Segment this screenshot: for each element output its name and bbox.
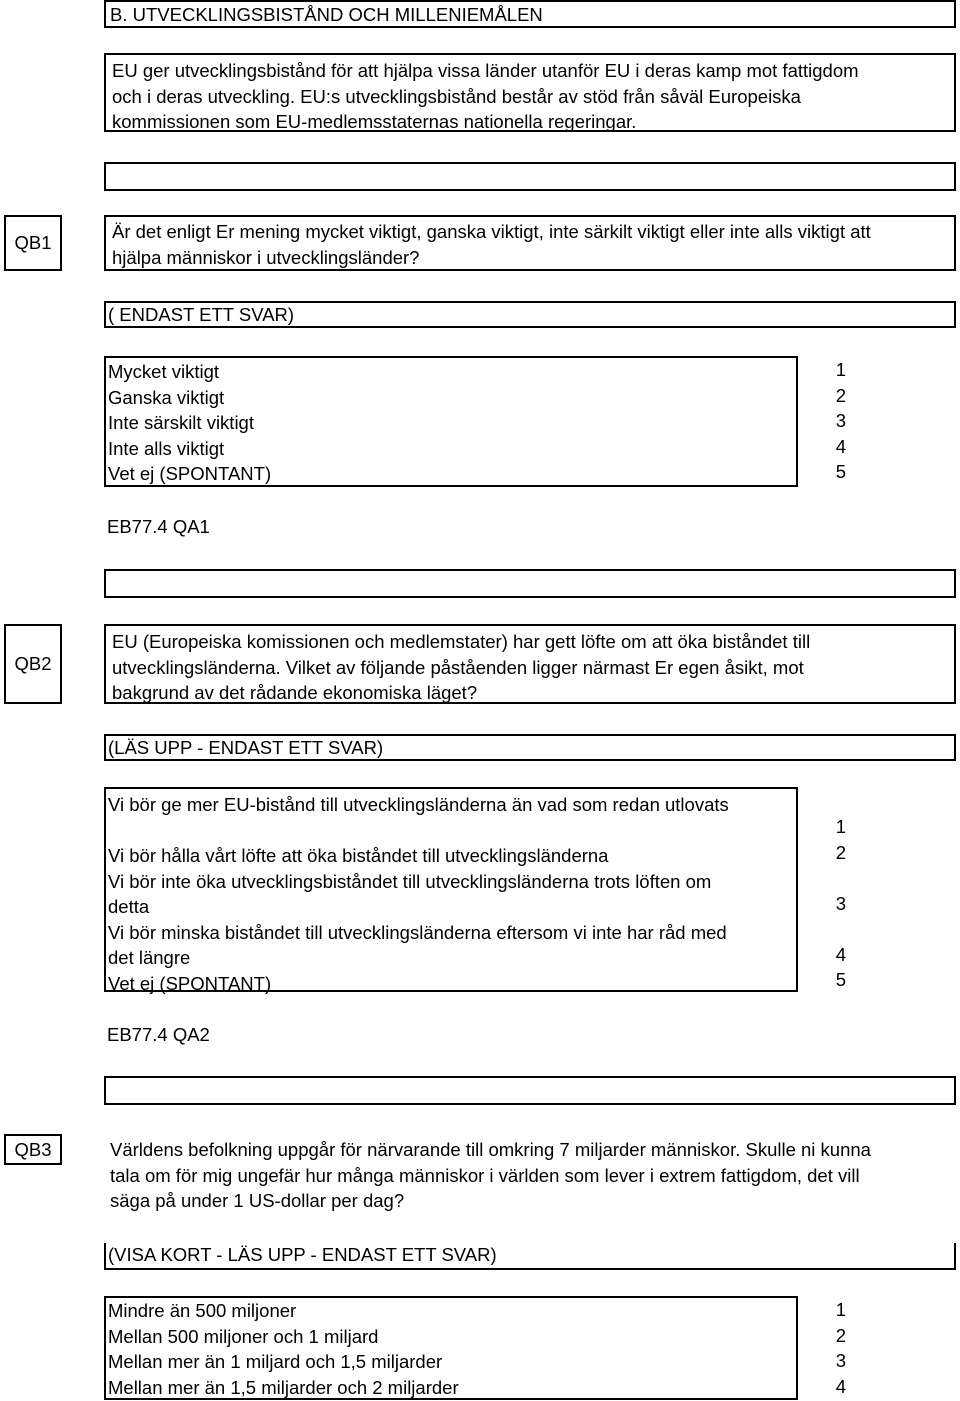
question-code: QB3 [14, 1138, 52, 1160]
question-line: Världens befolkning uppgår för närvarande till omkring 7 miljarder människor. Skulle ni kunna [110, 1139, 871, 1160]
option-code: 3 [835, 410, 846, 431]
instruction: (LÄS UPP - ENDAST ETT SVAR) [108, 737, 384, 758]
instruction-box [104, 301, 956, 328]
option-spacer [800, 865, 846, 891]
options-box [104, 1296, 798, 1400]
option-label: Vi bör minska biståndet till utvecklingsländerna eftersom vi inte har råd med [108, 921, 727, 943]
option-label: Ganska viktigt [108, 386, 225, 408]
options-box [104, 787, 798, 992]
option-label: Mellan 500 miljoner och 1 miljard [108, 1325, 379, 1347]
source-reference: EB77.4 QA2 [107, 1024, 210, 1045]
intro-box [104, 53, 956, 132]
option-code: 4 [835, 435, 846, 457]
option-label: Vi bör ge mer EU-bistånd till utvecklingsländerna än vad som redan utlovats [108, 794, 729, 815]
option-code: 5 [835, 461, 846, 482]
option-code: 1 [835, 816, 846, 837]
question-code-box [4, 624, 62, 704]
option-label: Vi bör inte öka utvecklingsbiståndet till utvecklingsländerna trots löften om [108, 870, 712, 892]
intro-line: kommissionen som EU-medlemsstaternas nationella regeringar. [112, 111, 637, 132]
question-line: säga på under 1 US-dollar per dag? [110, 1190, 405, 1211]
option-label: Vet ej (SPONTANT) [108, 463, 272, 484]
option-codes [800, 357, 846, 485]
question-line: EU (Europeiska komissionen och medlemstater) har gett löfte om att öka biståndet till [112, 631, 811, 652]
source-reference: EB77.4 QA1 [107, 516, 210, 537]
question-box [104, 215, 956, 271]
option-code: 2 [835, 1324, 846, 1346]
option-codes [800, 1297, 846, 1399]
instruction: ( ENDAST ETT SVAR) [108, 304, 295, 325]
blank-field [104, 162, 956, 191]
options-box [104, 356, 798, 487]
option-label: Mellan mer än 1 miljard och 1,5 miljarder [108, 1351, 443, 1372]
instruction-box [104, 734, 956, 761]
option-code: 1 [835, 1299, 846, 1320]
option-codes [800, 814, 846, 993]
option-code: 5 [835, 969, 846, 990]
option-code: 2 [835, 384, 846, 406]
option-code: 3 [835, 892, 846, 914]
intro-line: och i deras utveckling. EU:s utvecklingsbistånd består av stöd från såväl Europeiska [112, 85, 801, 107]
option-label: Mellan mer än 1,5 miljarder och 2 miljarder [108, 1376, 459, 1398]
question-line: tala om för mig ungefär hur många människor i världen som lever i extrem fattigdom, det vill [110, 1164, 860, 1186]
option-code: 2 [835, 841, 846, 863]
blank-field [104, 1076, 956, 1105]
option-code: 4 [835, 943, 846, 965]
question-line: Är det enligt Er mening mycket viktigt, ganska viktigt, inte särkilt viktigt eller inte alls viktigt att [112, 221, 871, 242]
option-label: Vet ej (SPONTANT) [108, 972, 272, 994]
question-box [104, 1134, 956, 1214]
option-label: Inte alls viktigt [108, 437, 225, 459]
option-label [106, 818, 796, 844]
option-spacer [800, 916, 846, 942]
section-title-box [104, 0, 956, 28]
option-label: detta [108, 896, 150, 917]
question-box [104, 624, 956, 704]
section-title: B. UTVECKLINGSBISTÅND OCH MILLENIEMÅLEN [110, 4, 543, 25]
option-code: 1 [835, 359, 846, 380]
option-label: det längre [108, 947, 191, 968]
instruction: (VISA KORT - LÄS UPP - ENDAST ETT SVAR) [108, 1244, 497, 1265]
option-code: 3 [835, 1350, 846, 1371]
question-code: QB1 [14, 232, 52, 253]
question-line: bakgrund av det rådande ekonomiska läget? [112, 682, 478, 703]
question-line: hjälpa människor i utvecklingsländer? [112, 246, 420, 268]
blank-field [104, 569, 956, 598]
option-code: 4 [835, 1375, 846, 1397]
question-code-box [4, 215, 62, 271]
option-label: Vi bör hålla vårt löfte att öka biståndet till utvecklingsländerna [108, 845, 609, 866]
question-code-box [4, 1134, 62, 1165]
option-label: Inte särskilt viktigt [108, 412, 254, 433]
instruction-box [104, 1243, 956, 1270]
question-code: QB2 [14, 653, 52, 674]
option-label: Mycket viktigt [108, 361, 220, 382]
option-label: Mindre än 500 miljoner [108, 1300, 297, 1321]
intro-line: EU ger utvecklingsbistånd för att hjälpa vissa länder utanför EU i deras kamp mot fattigdom [112, 60, 859, 81]
question-line: utvecklingsländerna. Vilket av följande påståenden ligger närmast Er egen åsikt, mot [112, 656, 804, 678]
